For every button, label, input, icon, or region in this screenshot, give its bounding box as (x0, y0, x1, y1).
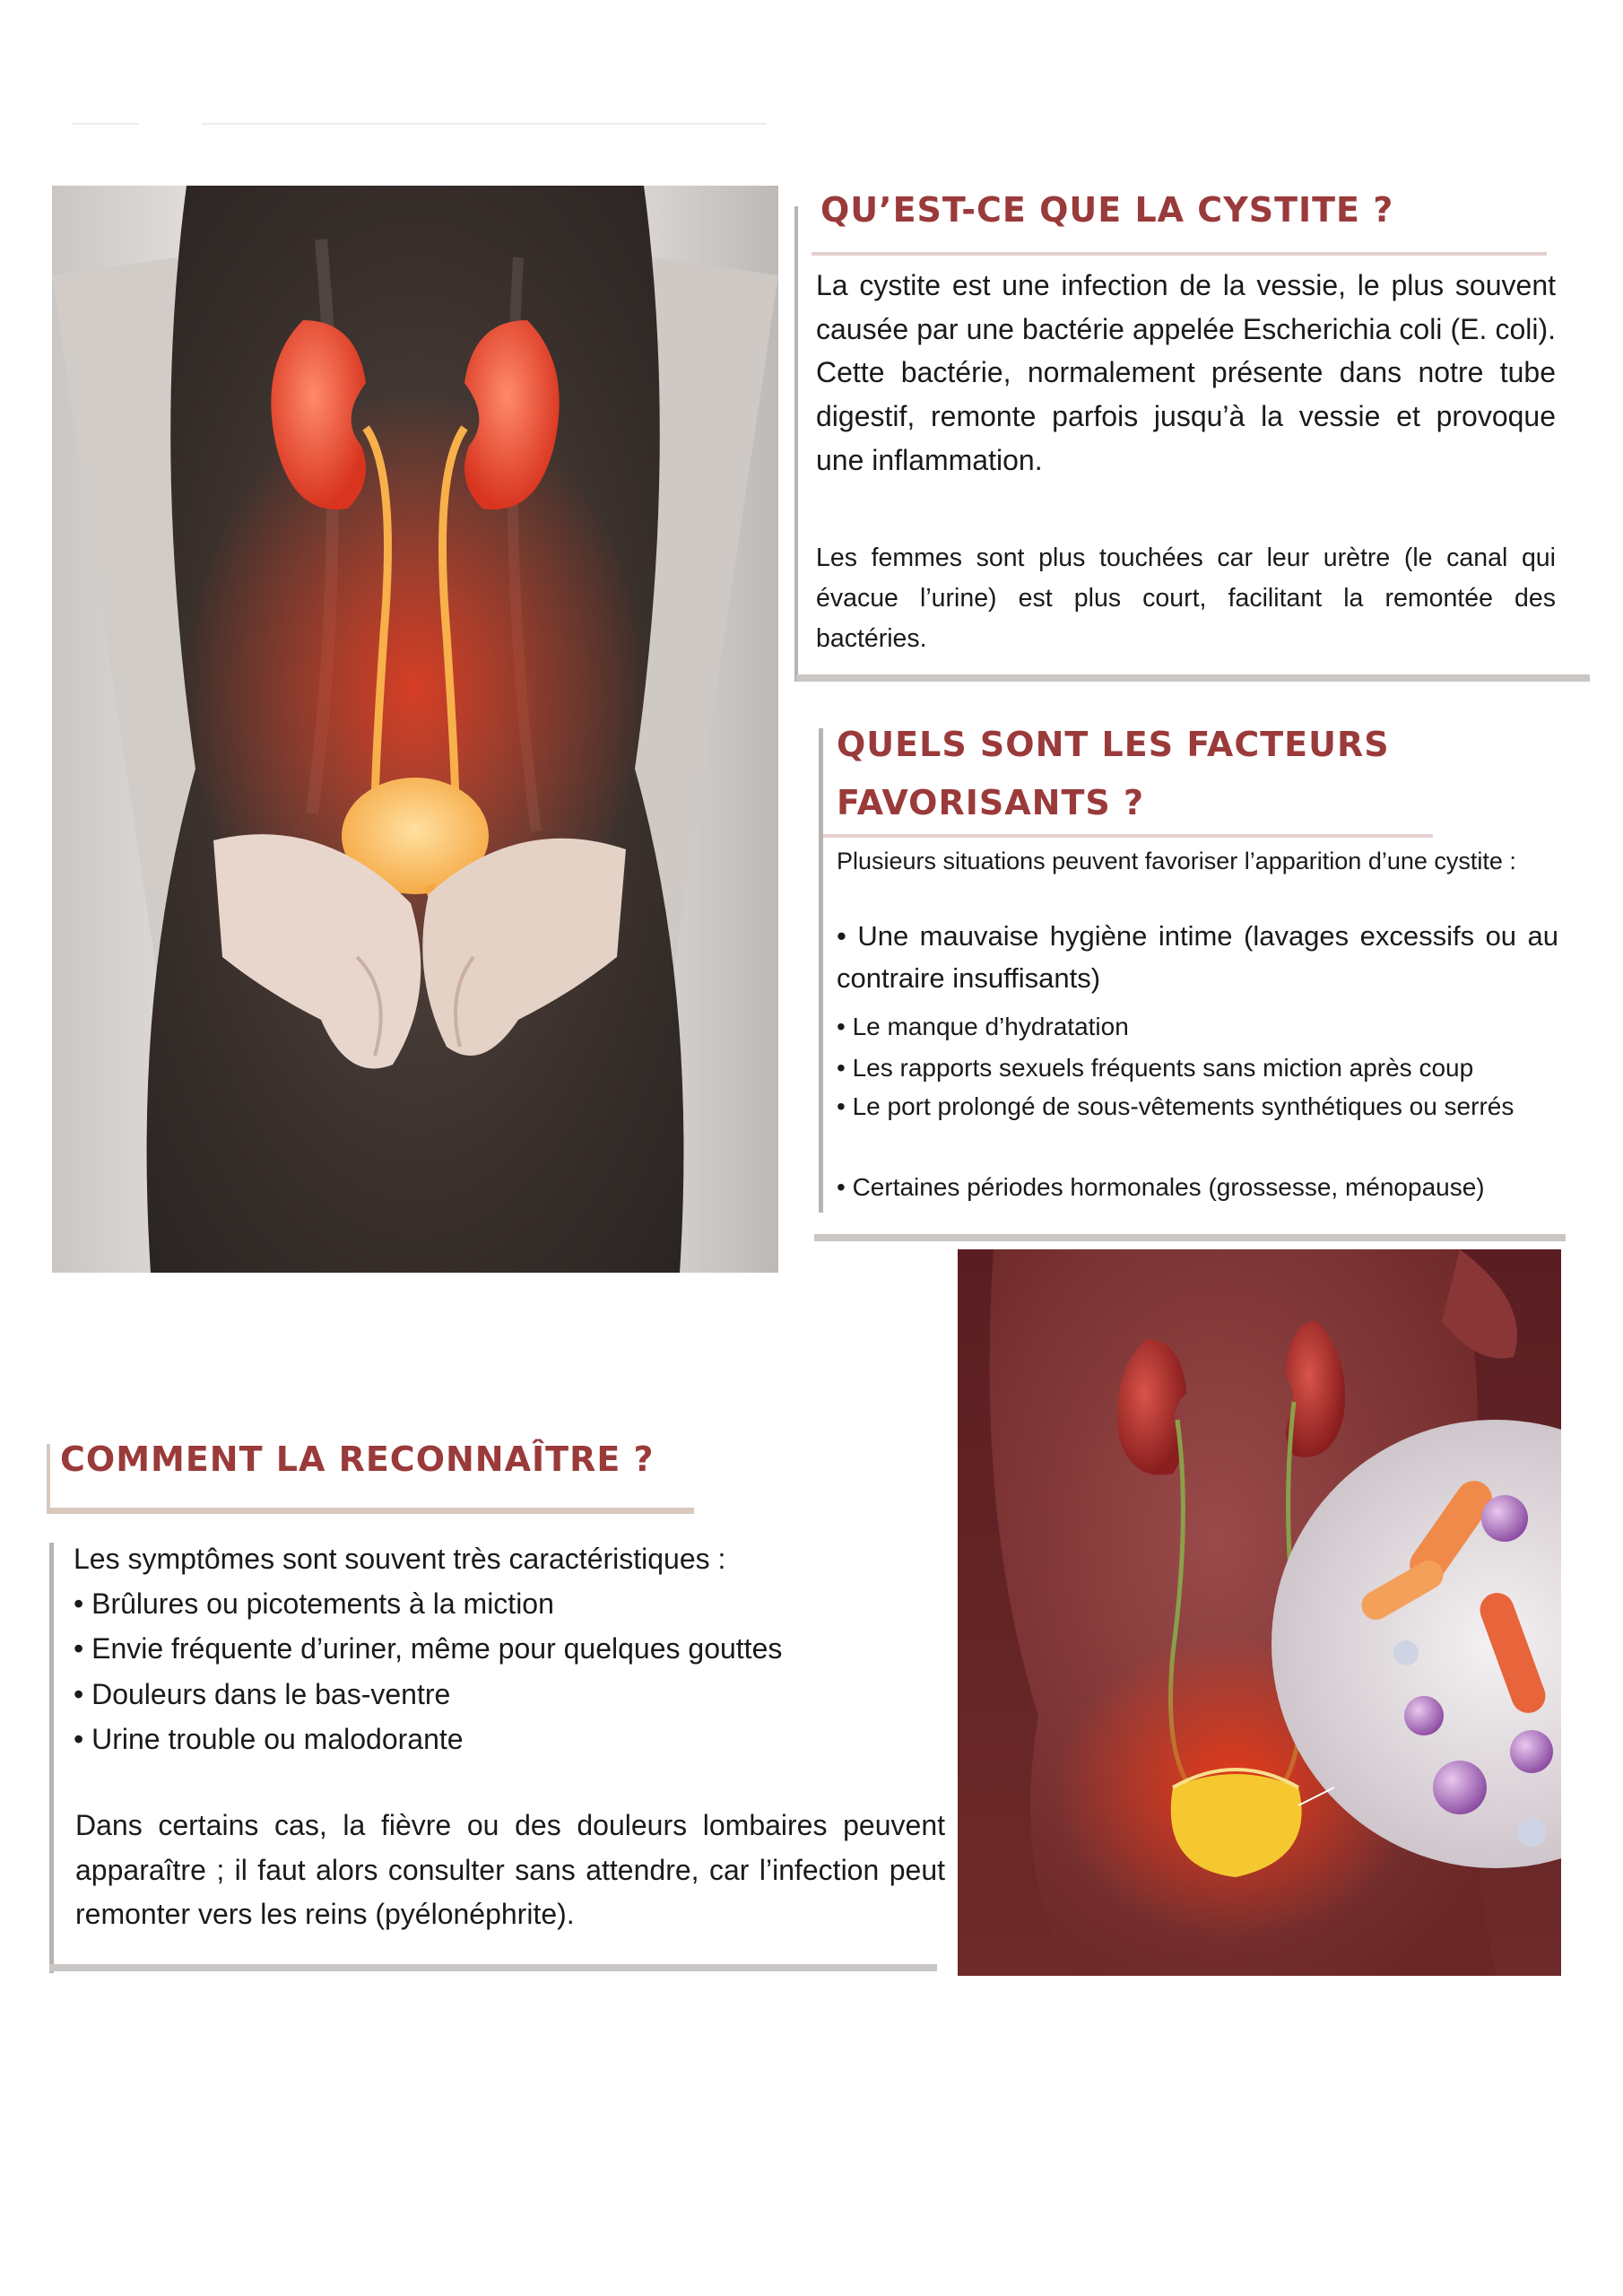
section3-item-3: • Douleurs dans le bas-ventre (74, 1678, 451, 1710)
section3-intro: Les symptômes sont souvent très caractéristiques : (74, 1543, 726, 1575)
section2-item-2: • Le manque d’hydratation (837, 1013, 1129, 1040)
section3-closing: Dans certains cas, la fièvre ou des douleurs lombaires peuvent apparaître ; il faut alors consulter sans attendre, car l’infection peut remonter vers les reins (pyélonéphrite). (75, 1809, 945, 1931)
photo-urinary-system-bacteria (958, 1249, 1561, 1976)
section2-intro: Plusieurs situations peuvent favoriser l’apparition d’une cystite : (837, 848, 1516, 874)
section2-item-5: • Certaines périodes hormonales (grossesse, ménopause) (837, 1173, 1485, 1201)
section3-heading-underline (47, 1508, 694, 1514)
section3-item-1: • Brûlures ou picotements à la miction (74, 1587, 554, 1620)
section3-heading-left-rule (47, 1444, 50, 1511)
section3-item-2: • Envie fréquente d’uriner, même pour quelques gouttes (74, 1632, 783, 1665)
section1-bottom-rule (796, 674, 1590, 682)
kidney-bladder-illustration-icon (52, 186, 778, 1273)
top-rule-right (202, 123, 767, 125)
section1-paragraph-2: Les femmes sont plus touchées car leur urètre (le canal qui évacue l’urine) est plus court, facilitant la remontée des bactéries. (816, 544, 1556, 654)
section3-heading: COMMENT LA RECONNAÎTRE ? (60, 1439, 655, 1479)
section2-heading-underline (823, 834, 1433, 838)
top-rule-left (72, 123, 139, 125)
section2-item-1: • Une mauvaise hygiène intime (lavages excessifs ou au contraire insuffisants) (837, 920, 1558, 994)
section3-left-rule (49, 1543, 54, 1973)
section1-paragraph-1: La cystite est une infection de la vessie, le plus souvent causée par une bactérie appelée Escherichia coli (E. coli). Cette bactérie, normalement présente dans notre tube digestif, remonte parfois jusqu’à la vessie et provoque une inflammation. (816, 269, 1556, 476)
section2-item-3: • Les rapports sexuels fréquents sans miction après coup (837, 1054, 1474, 1082)
section2-heading-line1: QUELS SONT LES FACTEURS (837, 725, 1390, 764)
section1-heading-underline (812, 252, 1547, 256)
section2-left-rule (819, 728, 823, 1213)
section2-heading-line2: FAVORISANTS ? (837, 783, 1145, 822)
section3-bottom-rule (49, 1964, 937, 1971)
photo-woman-kidneys (52, 186, 778, 1273)
section3-item-4: • Urine trouble ou malodorante (74, 1723, 464, 1755)
urinary-system-bacteria-icon (958, 1249, 1561, 1976)
section1-heading: QU’EST-CE QUE LA CYSTITE ? (820, 190, 1394, 230)
section2-bottom-rule (814, 1234, 1566, 1241)
section2-item-4: • Le port prolongé de sous-vêtements synthétiques ou serrés (837, 1092, 1515, 1120)
section1-left-rule (794, 206, 798, 682)
